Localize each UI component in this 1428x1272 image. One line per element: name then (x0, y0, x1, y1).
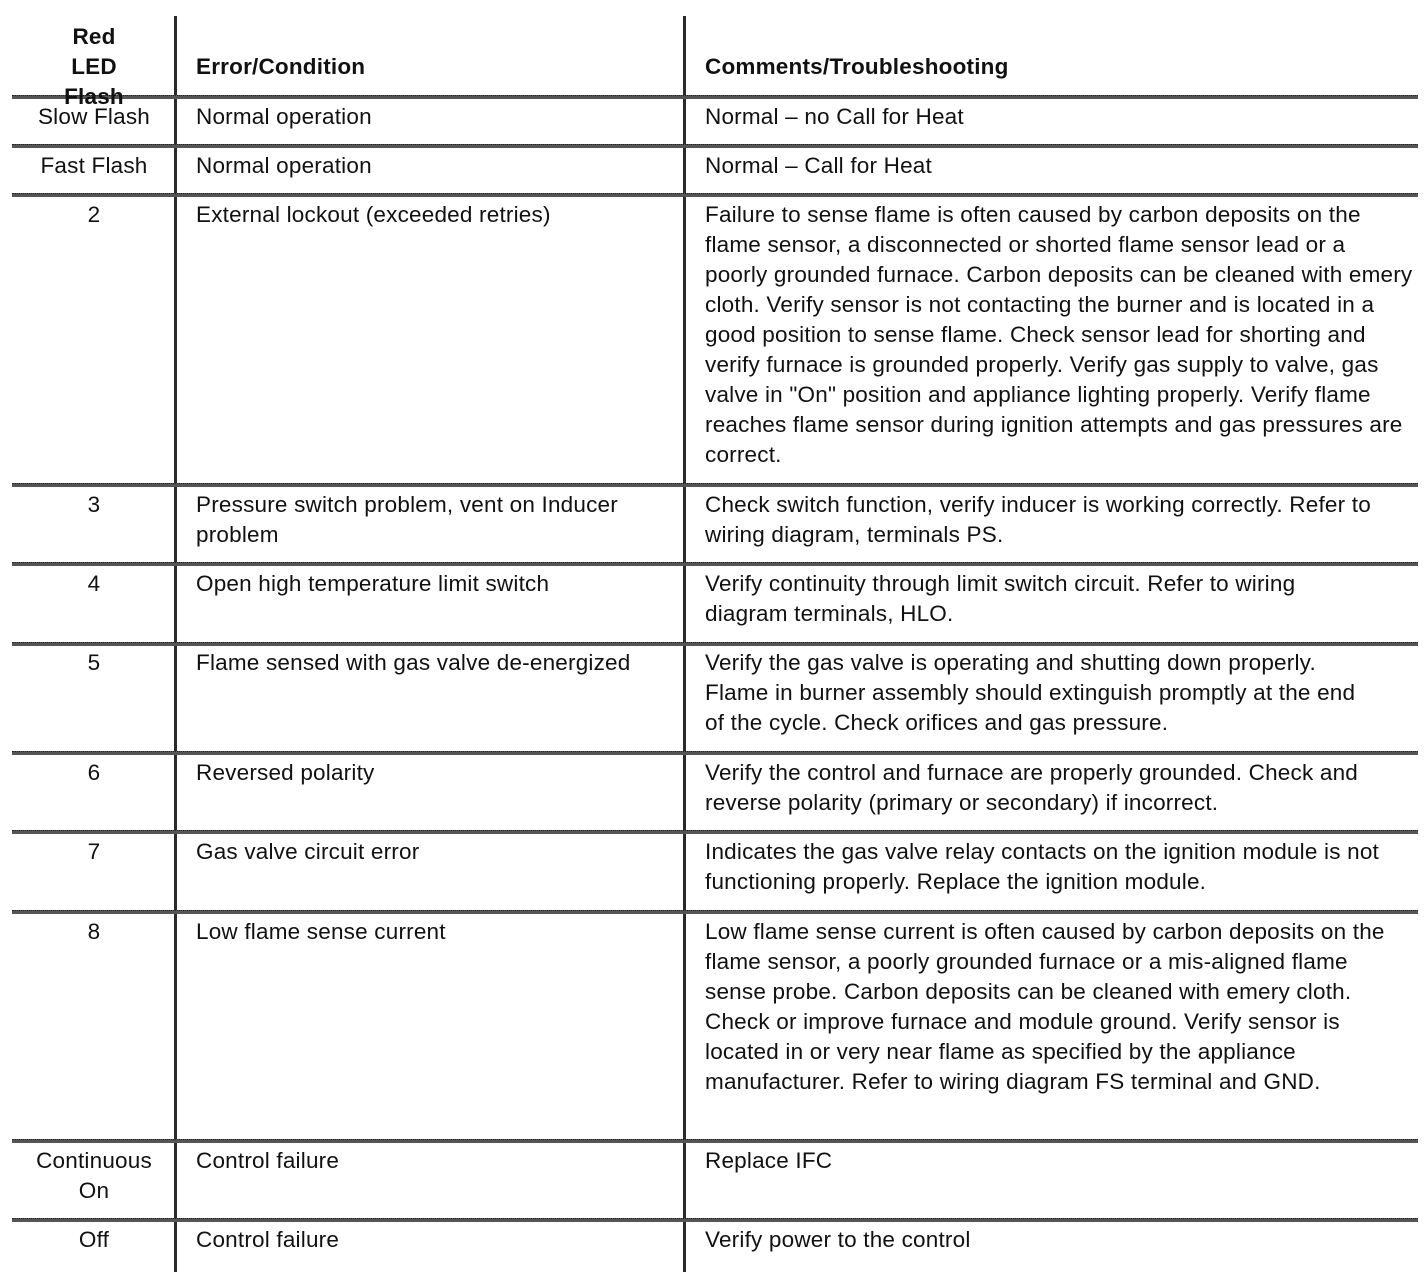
flash-cell: Slow Flash (37, 104, 151, 129)
flash-cell: 3 (87, 492, 101, 517)
flash-cell: Continuous On (36, 1148, 152, 1203)
row-divider (12, 193, 1418, 197)
row-divider (12, 483, 1418, 487)
row-divider (12, 562, 1418, 566)
row-divider (12, 751, 1418, 755)
flash-cell: Off (78, 1227, 110, 1252)
error-cell: Flame sensed with gas valve de-energized (196, 650, 631, 675)
error-cell: Open high temperature limit switch (196, 571, 550, 596)
error-cell: Control failure (196, 1227, 340, 1252)
header-red-led-flash: Red LED Flash (64, 24, 124, 109)
comments-cell: Check switch function, verify inducer is working correctly. Refer to wiring diagram, terminals PS. (705, 492, 1371, 547)
error-cell: Control failure (196, 1148, 340, 1173)
header-error-condition: Error/Condition (196, 54, 366, 79)
error-cell: Pressure switch problem, vent on Inducer problem (196, 492, 618, 547)
flash-cell: 8 (87, 919, 101, 944)
comments-cell: Indicates the gas valve relay contacts on the ignition module is not functioning properly. Replace the ignition module. (705, 839, 1379, 894)
error-cell: External lockout (exceeded retries) (196, 202, 551, 227)
comments-cell: Low flame sense current is often caused by carbon deposits on the flame sensor, a poorly grounded furnace or a mis-aligned flame sense probe. Carbon deposits can be cleaned with emery cloth. Check or improve furnace and module ground. Verify sensor is located in or very near flame as specified by the appliance manufacturer. Refer to wiring diagram FS terminal and GND. (705, 919, 1385, 1094)
row-divider (12, 1139, 1418, 1143)
flash-cell: 6 (87, 760, 101, 785)
comments-cell: Verify the control and furnace are properly grounded. Check and reverse polarity (primary or secondary) if incorrect. (705, 760, 1358, 815)
row-divider (12, 144, 1418, 148)
row-divider (12, 1218, 1418, 1222)
flash-cell: 5 (87, 650, 101, 675)
row-divider (12, 95, 1418, 99)
flash-cell: Fast Flash (40, 153, 148, 178)
comments-cell: Verify power to the control (705, 1227, 971, 1252)
flash-cell: 2 (87, 202, 101, 227)
row-divider (12, 830, 1418, 834)
row-divider (12, 642, 1418, 646)
comments-cell: Verify continuity through limit switch circuit. Refer to wiring diagram terminals, HLO. (705, 571, 1296, 626)
error-cell: Reversed polarity (196, 760, 375, 785)
comments-cell: Normal – no Call for Heat (705, 104, 964, 129)
comments-cell: Normal – Call for Heat (705, 153, 932, 178)
error-cell: Gas valve circuit error (196, 839, 420, 864)
error-cell: Normal operation (196, 153, 372, 178)
comments-cell: Verify the gas valve is operating and shutting down properly. Flame in burner assembly should extinguish promptly at the end of the cycle. Check orifices and gas pressure. (705, 650, 1356, 735)
row-divider (12, 910, 1418, 914)
comments-cell: Failure to sense flame is often caused by carbon deposits on the flame sensor, a disconnected or shorted flame sensor lead or a poorly grounded furnace. Carbon deposits can be cleaned with emery cloth. Verify sensor is not contacting the burner and is located in a good position to sense flame. Check sensor lead for shorting and verify furnace is grounded properly. Verify gas supply to valve, gas valve in "On" position and appliance lighting properly. Verify flame reaches flame sensor during ignition attempts and gas pressures are correct. (705, 202, 1413, 467)
flash-cell: 7 (87, 839, 101, 864)
comments-cell: Replace IFC (705, 1148, 833, 1173)
header-comments-troubleshooting: Comments/Troubleshooting (705, 54, 1009, 79)
error-cell: Low flame sense current (196, 919, 446, 944)
flash-cell: 4 (87, 571, 101, 596)
error-cell: Normal operation (196, 104, 372, 129)
